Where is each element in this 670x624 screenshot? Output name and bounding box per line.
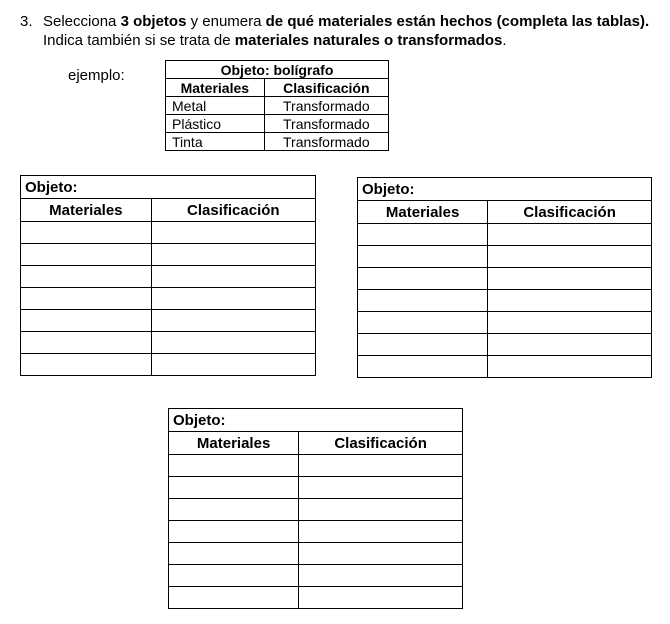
material-cell[interactable] — [21, 288, 152, 310]
classification-cell[interactable] — [299, 499, 463, 521]
example-material: Tinta — [166, 133, 265, 151]
classification-cell[interactable] — [151, 266, 315, 288]
table-row — [358, 312, 652, 334]
example-table — [165, 60, 389, 151]
table-row — [358, 224, 652, 246]
material-cell[interactable] — [21, 354, 152, 376]
example-header-materials: Materiales — [166, 79, 265, 97]
example-title: Objeto: bolígrafo — [166, 61, 389, 79]
table-row — [358, 334, 652, 356]
table-row — [21, 332, 316, 354]
material-cell[interactable] — [169, 477, 299, 499]
table-row — [169, 477, 463, 499]
material-cell[interactable] — [358, 290, 488, 312]
classification-cell[interactable] — [488, 268, 652, 290]
material-cell[interactable] — [169, 543, 299, 565]
question-number: 3. — [20, 13, 33, 30]
classification-cell[interactable] — [299, 565, 463, 587]
table-row — [169, 565, 463, 587]
object-table-3 — [168, 408, 463, 609]
object-label: Objeto: — [169, 409, 463, 432]
material-cell[interactable] — [21, 244, 152, 266]
example-row — [166, 133, 389, 151]
table-row — [358, 356, 652, 378]
table-row — [21, 244, 316, 266]
classification-cell[interactable] — [488, 290, 652, 312]
example-classification: Transformado — [264, 133, 388, 151]
material-cell[interactable] — [169, 521, 299, 543]
material-cell[interactable] — [358, 268, 488, 290]
instruction — [20, 12, 660, 50]
material-cell[interactable] — [358, 246, 488, 268]
classification-cell[interactable] — [151, 310, 315, 332]
classification-cell[interactable] — [299, 455, 463, 477]
classification-cell[interactable] — [151, 354, 315, 376]
classification-cell[interactable] — [151, 332, 315, 354]
example-classification: Transformado — [264, 115, 388, 133]
header-materials: Materiales — [21, 199, 152, 222]
material-cell[interactable] — [358, 312, 488, 334]
table-row — [21, 266, 316, 288]
classification-cell[interactable] — [488, 334, 652, 356]
material-cell[interactable] — [169, 565, 299, 587]
table-row — [21, 222, 316, 244]
table-row — [169, 521, 463, 543]
example-material: Plástico — [166, 115, 265, 133]
classification-cell[interactable] — [488, 224, 652, 246]
material-cell[interactable] — [169, 455, 299, 477]
material-cell[interactable] — [21, 266, 152, 288]
classification-cell[interactable] — [151, 288, 315, 310]
table-row — [358, 268, 652, 290]
material-cell[interactable] — [169, 499, 299, 521]
table-row — [21, 310, 316, 332]
classification-cell[interactable] — [488, 356, 652, 378]
table-row — [169, 499, 463, 521]
object-label: Objeto: — [358, 178, 652, 201]
example-row — [166, 97, 389, 115]
classification-cell[interactable] — [299, 587, 463, 609]
header-materials: Materiales — [358, 201, 488, 224]
header-classification: Clasificación — [488, 201, 652, 224]
table-row — [358, 246, 652, 268]
example-header-classification: Clasificación — [264, 79, 388, 97]
example-label: ejemplo: — [68, 67, 125, 84]
object-table-1 — [20, 175, 316, 376]
classification-cell[interactable] — [488, 246, 652, 268]
classification-cell[interactable] — [299, 521, 463, 543]
material-cell[interactable] — [358, 224, 488, 246]
table-row — [169, 543, 463, 565]
table-row — [169, 455, 463, 477]
material-cell[interactable] — [21, 310, 152, 332]
classification-cell[interactable] — [151, 222, 315, 244]
classification-cell[interactable] — [488, 312, 652, 334]
object-label: Objeto: — [21, 176, 316, 199]
header-classification: Clasificación — [151, 199, 315, 222]
table-row — [169, 587, 463, 609]
material-cell[interactable] — [21, 222, 152, 244]
table-row — [21, 288, 316, 310]
header-classification: Clasificación — [299, 432, 463, 455]
material-cell[interactable] — [358, 334, 488, 356]
material-cell[interactable] — [169, 587, 299, 609]
example-material: Metal — [166, 97, 265, 115]
classification-cell[interactable] — [151, 244, 315, 266]
example-classification: Transformado — [264, 97, 388, 115]
object-table-2 — [357, 177, 652, 378]
material-cell[interactable] — [21, 332, 152, 354]
classification-cell[interactable] — [299, 477, 463, 499]
header-materials: Materiales — [169, 432, 299, 455]
instruction-text: Selecciona 3 objetos y enumera de qué materiales están hechos (completa las tablas). Indica también si se trata de materiales naturales o transformados. — [43, 13, 650, 49]
table-row — [358, 290, 652, 312]
example-row — [166, 115, 389, 133]
classification-cell[interactable] — [299, 543, 463, 565]
material-cell[interactable] — [358, 356, 488, 378]
table-row — [21, 354, 316, 376]
